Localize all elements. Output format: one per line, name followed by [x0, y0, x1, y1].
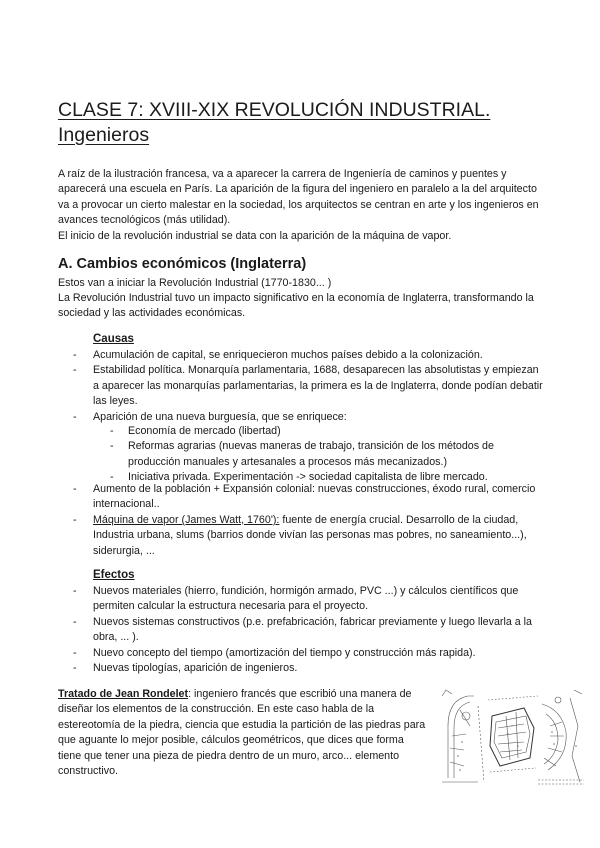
tratado-paragraph [58, 687, 426, 779]
list-item: - Aparición de una nueva burguesía, que se enriquece: [93, 410, 543, 425]
causas-heading: Causas [93, 333, 134, 345]
list-item: - Acumulación de capital, se enriquecieron muchos países debido a la colonización. [93, 348, 543, 363]
section-a-impact: La Revolución Industrial tuvo un impacto significativo en la economía de Inglaterra, transformando la sociedad y las actividades económicas. [58, 292, 534, 320]
vapor-underlined-text: Máquina de vapor (James Watt, 1760'): [93, 513, 280, 526]
vapor-text: fuente de energía crucial. Desarrollo de la ciudad, Industria urbana, slums (barrios donde vivían las personas mas pobres, no saneamiento...), siderurgia, ... [93, 513, 527, 557]
section-a-dates: Estos van a iniciar la Revolución Industrial (1770-1830... ) [58, 277, 332, 289]
burguesia-sublist [128, 424, 543, 486]
list-item: - Nuevos materiales (hierro, fundición, hormigón armado, PVC ...) y cálculos científicos que permiten calcular la estructura necesaria para el proyecto. [93, 584, 543, 615]
list-item-vapor [93, 513, 543, 559]
section-a-heading: A. Cambios económicos (Inglaterra) [58, 256, 307, 272]
page-title: CLASE 7: XVIII-XIX REVOLUCIÓN INDUSTRIAL. Ingenieros [58, 99, 491, 146]
efectos-list [93, 584, 543, 676]
intro-block [58, 167, 544, 244]
stereotomy-sketch-image [438, 686, 586, 790]
list-item: - Aumento de la población + Expansión colonial: nuevas construcciones, éxodo rural, comercio internacional.. [93, 482, 543, 513]
tratado-text: : ingeniero francés que escribió una manera de diseñar los elementos de la construcción. En este caso habla de la estereotomía de la piedra, ciencia que estudia la partición de las piedras para que aguante lo mejor posible, cálculos geométricos, que dices que forma tiene que tener una pieza de piedra dentro de un muro, arco... elemento constructivo. [58, 688, 426, 778]
list-item: - Nuevo concepto del tiempo (amortización del tiempo y construcción más rapida). [93, 646, 543, 661]
sub-list-item: - Iniciativa privada. Experimentación -> sociedad capitalista de libre mercado. [128, 470, 543, 485]
intro-line-2: El inicio de la revolución industrial se data con la aparición de la máquina de vapor. [58, 229, 452, 242]
efectos-heading: Efectos [93, 569, 135, 581]
list-item: - Estabilidad política. Monarquía parlamentaria, 1688, desaparecen las absolutistas y empiezan a aparecer las monarquías parlamentarias, la primera es la de Inglaterra, donde podían debatir las leyes. [93, 363, 543, 409]
tratado-heading: Tratado de Jean Rondelet [58, 688, 189, 700]
list-item: - Nuevas tipologías, aparición de ingenieros. [93, 661, 543, 676]
sub-list-item: - Economía de mercado (libertad) [128, 424, 543, 439]
causas-list-continued [93, 482, 543, 559]
intro-paragraph: A raíz de la ilustración francesa, va a aparecer la carrera de Ingeniería de caminos y puentes y aparecerá una escuela en París. La aparición de la figura del ingeniero en paralelo a la del arquitecto va a provocar un cierto malestar en la sociedad, los arquitectos se centran en arte y los ingenieros en avances tecnológicos (más utilidad). [58, 168, 539, 227]
list-item: - Nuevos sistemas constructivos (p.e. prefabricación, fabricar previamente y luego llevarla a la obra, ... ). [93, 615, 543, 646]
sub-list-item: - Reformas agrarias (nuevas maneras de trabajo, transición de los métodos de producción manuales y artesanales a procesos más mecanizados.) [128, 439, 543, 470]
causas-list [93, 348, 543, 425]
